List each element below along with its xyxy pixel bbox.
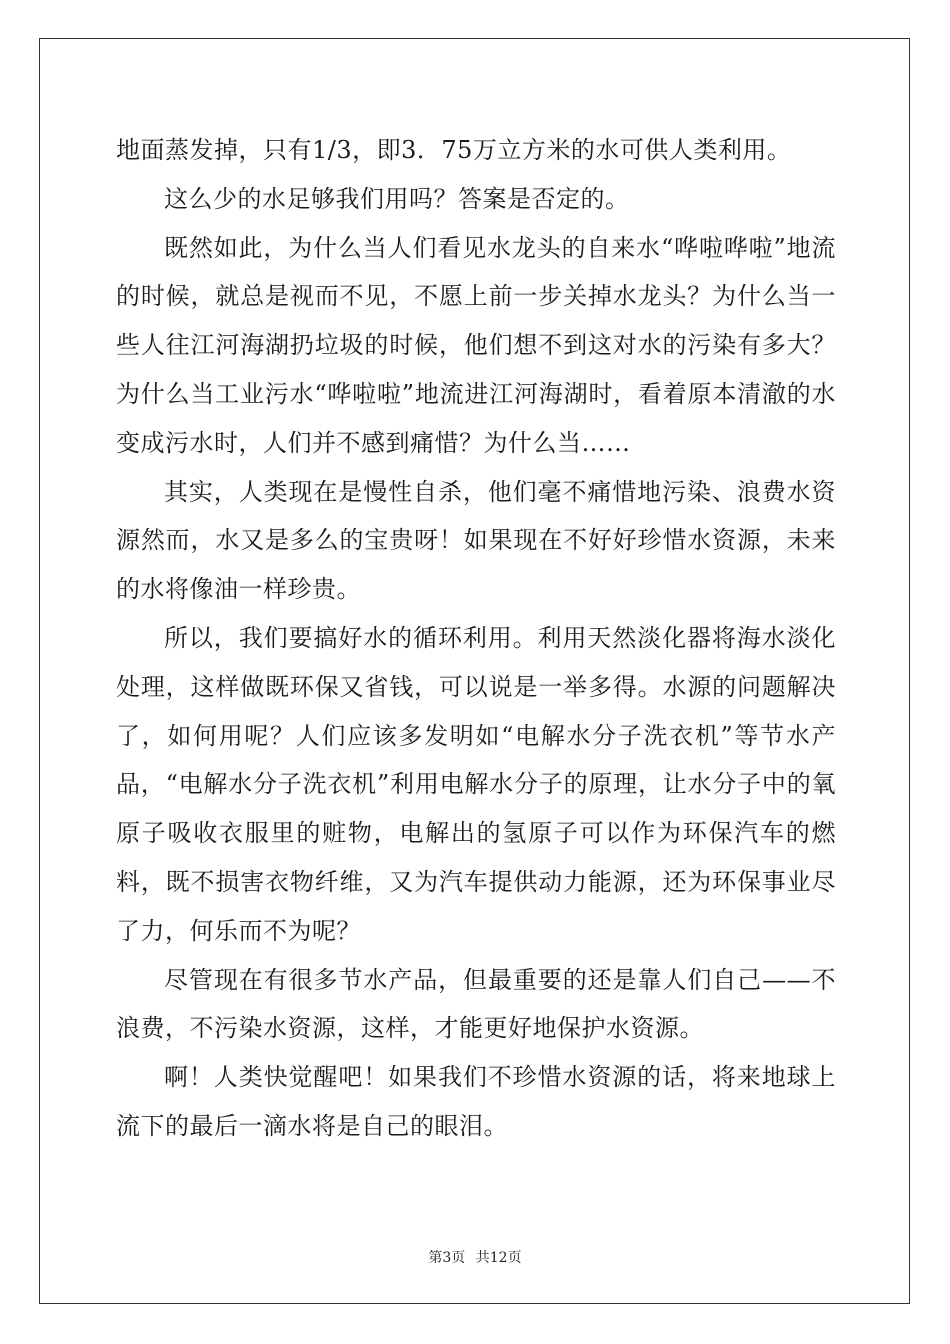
page-number: 第3页 [428,1250,466,1266]
paragraph-2: 这么少的水足够我们用吗？答案是否定的。 [164,184,630,213]
paragraph-3: 既然如此，为什么当人们看见水龙头的自来水“哗啦哗啦”地流的时候，就总是视而不见，不愿上前一步关掉水龙头？为什么当一些人往江河海湖扔垃圾的时候，他们想不到这对水的污染有多大？为什么当工业污水“哗啦啦”地流进江河海湖时，看着原本清澈的水变成污水时，人们并不感到痛惜？为什么当…… [116,233,836,457]
paragraph-1: 地面蒸发掉，只有1/3，即3．75万立方米的水可供人类利用。 [116,136,792,164]
paragraph-4: 其实，人类现在是慢性自杀，他们毫不痛惜地污染、浪费水资源然而，水又是多么的宝贵呀！如果现在不好好珍惜水资源，未来的水将像油一样珍贵。 [116,477,836,604]
page-footer [0,1247,950,1267]
paragraph-7: 啊！人类快觉醒吧！如果我们不珍惜水资源的话，将来地球上流下的最后一滴水将是自己的眼泪。 [116,1063,836,1140]
paragraph-6: 尽管现在有很多节水产品，但最重要的还是靠人们自己——不浪费，不污染水资源，这样，才能更好地保护水资源。 [116,965,836,1043]
document-body [116,126,836,1151]
paragraph-5: 所以，我们要搞好水的循环利用。利用天然淡化器将海水淡化处理，这样做既环保又省钱，可以说是一举多得。水源的问题解决了，如何用呢？人们应该多发明如“电解水分子洗衣机”等节水产品，“电解水分子洗衣机”利用电解水分子的原理，让水分子中的氧原子吸收衣服里的赃物，电解出的氢原子可以作为环保汽车的燃料，既不损害衣物纤维，又为汽车提供动力能源，还为环保事业尽了力，何乐而不为呢？ [116,623,836,945]
page-total: 共12页 [475,1250,522,1266]
